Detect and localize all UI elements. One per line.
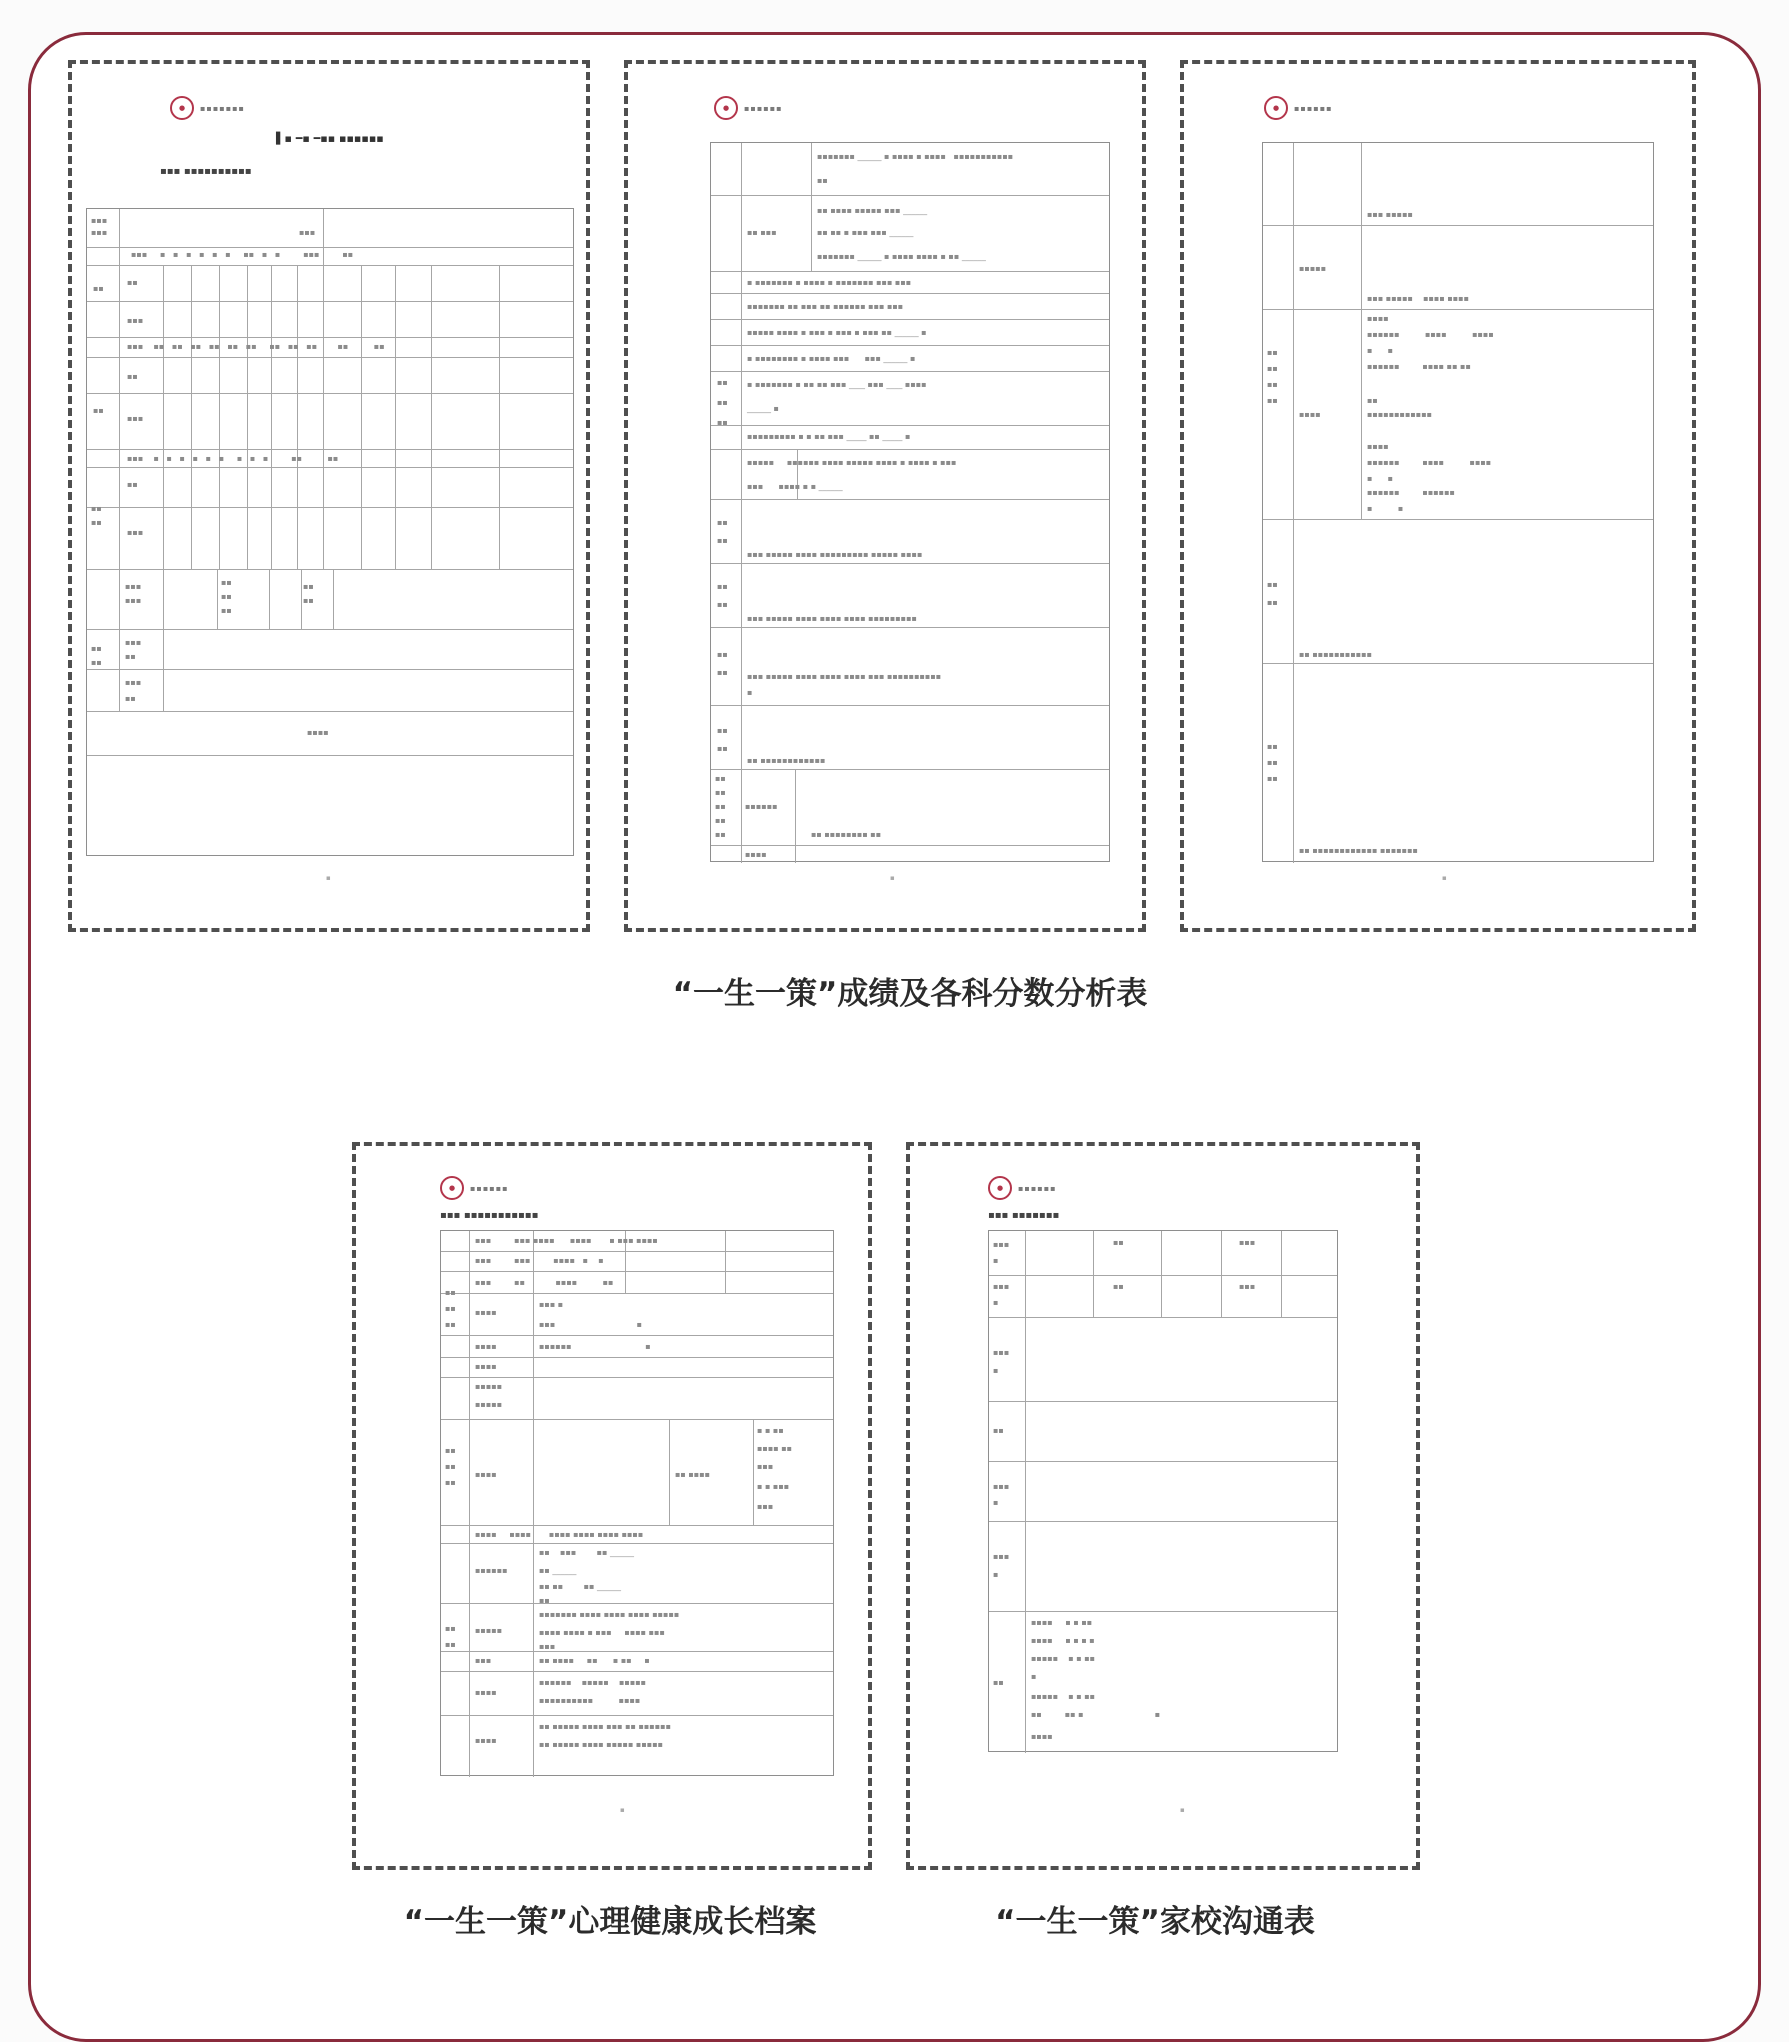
guidance-table: ▪▪▪ ▪▪▪▪▪ ▪▪▪▪▪ ▪▪▪ ▪▪▪▪▪ ▪▪▪▪ ▪▪▪▪ ▪▪▪▪ ▪▪▪▪▪▪ ▪▪▪▪ ▪▪▪▪ ▪ ▪ ▪▪▪▪▪▪ ▪▪▪▪ ▪▪ ▪▪ ▪▪ ▪▪ ▪▪ ▪▪ ▪▪▪▪ ▪▪ ▪▪▪▪▪▪▪▪▪▪▪▪ ▪▪▪▪ ▪▪▪▪▪▪ ▪▪▪▪ ▪▪▪▪ ▪ ▪ ▪▪▪▪▪▪ ▪▪▪▪▪▪ ▪ ▪ ▪▪ ▪▪ ▪▪ ▪▪▪▪▪▪▪▪▪▪▪ ▪▪ ▪▪ ▪▪ ▪▪ ▪▪▪▪▪▪▪▪▪▪▪▪ ▪▪▪▪▪▪▪ xyxy=(1262,142,1654,862)
school-seal-icon: ● xyxy=(440,1176,464,1200)
form-preview-home-school: ● ▪▪▪▪▪▪ ▪▪▪ ▪▪▪▪▪▪▪ ▪▪▪ ▪ ▪▪ ▪▪▪ ▪▪▪ ▪ ▪▪ ▪▪▪ ▪▪▪ ▪ ▪▪ ▪▪▪ ▪ ▪▪▪ ▪ ▪▪ ▪▪▪▪ ▪ ▪ ▪▪ ▪▪▪▪ ▪ ▪ ▪ ▪ ▪▪▪▪▪ ▪ ▪ ▪▪ ▪ ▪▪▪▪▪ ▪ ▪ ▪▪ ▪▪ ▪▪ ▪ ▪ ▪▪▪▪ ▪ xyxy=(906,1142,1420,1870)
school-seal-icon: ● xyxy=(170,96,194,120)
form-preview-score-sheet: ● ▪▪▪▪▪▪▪ ▌▪ ━▪ ━▪▪ ▪▪▪▪▪▪ ▪▪▪ ▪▪▪▪▪▪▪▪▪▪ ▪▪▪ ▪▪▪ ▪▪▪ ▪▪▪ ▪ ▪ ▪ ▪ ▪ ▪ ▪▪ ▪ ▪ ▪▪▪ ▪▪ ▪▪ ▪▪ ▪▪▪ ▪▪▪ ▪▪ ▪▪ ▪▪ ▪▪ ▪▪ ▪▪ ▪▪ ▪▪ ▪▪ ▪▪ ▪▪ ▪▪ ▪▪ ▪▪▪ ▪▪▪ ▪ ▪ ▪ ▪ ▪ ▪ ▪ ▪ ▪ ▪▪ ▪▪ ▪▪ ▪▪ ▪▪ ▪▪▪ ▪▪▪ ▪▪▪ ▪▪ ▪▪ ▪▪ ▪▪ ▪▪ ▪▪ ▪▪ ▪▪▪ ▪▪ ▪▪▪ ▪▪ ▪▪▪▪ ▪ xyxy=(68,60,590,932)
caption-scores-analysis: “一生一策”成绩及各科分数分析表 xyxy=(672,976,1148,1012)
mental-health-table: ▪▪▪ ▪▪▪ ▪▪▪▪ ▪▪▪▪ ▪ ▪▪▪ ▪▪▪▪ ▪▪▪ ▪▪▪ ▪▪▪▪ ▪ ▪ ▪▪▪ ▪▪ ▪▪▪▪ ▪▪ ▪▪ ▪▪ ▪▪ ▪▪▪▪ ▪▪▪ ▪ ▪▪▪ ▪ ▪▪▪▪ ▪▪▪▪▪▪ ▪ ▪▪▪▪ ▪▪▪▪▪ ▪▪▪▪▪ ▪▪ ▪▪ ▪▪ ▪▪▪▪ ▪▪ ▪▪▪▪ ▪ ▪ ▪▪ ▪▪▪▪ ▪▪ ▪▪▪ ▪ ▪ ▪▪▪ ▪▪▪ ▪▪▪▪ ▪▪▪▪ ▪▪▪▪ ▪▪▪▪ ▪▪▪▪ ▪▪▪▪ ▪▪▪▪▪▪ ▪▪ ▪▪▪ ▪▪ ______ ▪▪ ______ ▪▪ ▪▪ ▪▪ ______ ▪▪ ▪▪ ▪▪ ▪▪▪▪▪ ▪▪▪▪▪▪▪ ▪▪▪▪ ▪▪▪▪ ▪▪▪▪ ▪▪▪▪▪ ▪▪▪▪ ▪▪▪▪ ▪ ▪▪▪ ▪▪▪▪ ▪▪▪ ▪▪▪ ▪▪▪ ▪▪ ▪▪▪▪ ▪▪ ▪ ▪▪ ▪ ▪▪▪▪ ▪▪▪▪▪▪ ▪▪▪▪▪ ▪▪▪▪▪ ▪▪▪▪▪▪▪▪▪▪ ▪▪▪▪ ▪▪▪▪ ▪▪ ▪▪▪▪▪ ▪▪▪▪ ▪▪▪ ▪▪ ▪▪▪▪▪▪ ▪▪ ▪▪▪▪▪ ▪▪▪▪ ▪▪▪▪▪ ▪▪▪▪▪ xyxy=(440,1230,834,1776)
analysis-table: ▪▪▪▪▪▪▪ ______ ▪ ▪▪▪▪ ▪ ▪▪▪▪ ▪▪▪▪▪▪▪▪▪▪▪ ▪▪ ▪▪ ▪▪▪▪ ▪▪▪▪▪ ▪▪▪ ______ ▪▪ ▪▪▪ ▪▪ ▪▪ ▪ ▪▪▪ ▪▪▪ ______ ▪▪▪▪▪▪▪ ______ ▪ ▪▪▪▪ ▪▪▪▪ ▪ ▪▪ ______ ▪ ▪▪▪▪▪▪▪ ▪ ▪▪▪▪ ▪ ▪▪▪▪▪▪▪ ▪▪▪ ▪▪▪ ▪▪▪▪▪▪▪ ▪▪ ▪▪▪ ▪▪ ▪▪▪▪▪▪ ▪▪▪ ▪▪▪ ▪▪▪▪▪ ▪▪▪▪ ▪ ▪▪▪ ▪ ▪▪▪ ▪ ▪▪▪ ▪▪ ______ ▪ ▪ ▪▪▪▪▪▪▪▪ ▪ ▪▪▪▪ ▪▪▪ ▪▪▪ ______ ▪ ▪▪ ▪▪ ▪▪ ▪ ▪▪▪▪▪▪▪ ▪ ▪▪ ▪▪ ▪▪▪ ____ ▪▪▪ ____ ▪▪▪▪ ______ ▪ ▪▪▪▪▪▪▪▪▪ ▪ ▪ ▪▪ ▪▪▪ _____ ▪▪ _____ ▪ ▪▪▪▪▪ ▪▪▪▪▪▪ ▪▪▪▪ ▪▪▪▪▪ ▪▪▪▪ ▪ ▪▪▪▪ ▪ ▪▪▪ ▪▪▪ ▪▪▪▪ ▪ ▪ ______ ▪▪ ▪▪ ▪▪▪ ▪▪▪▪▪ ▪▪▪▪ ▪▪▪▪▪▪▪▪▪ ▪▪▪▪▪ ▪▪▪▪ ▪▪ ▪▪ ▪▪▪ ▪▪▪▪▪ ▪▪▪▪ ▪▪▪▪ ▪▪▪▪ ▪▪▪▪▪▪▪▪▪ ▪▪ ▪▪ ▪▪▪ ▪▪▪▪▪ ▪▪▪▪ ▪▪▪▪ ▪▪▪▪ ▪▪▪ ▪▪▪▪▪▪▪▪▪▪ ▪ ▪▪ ▪▪ ▪▪ ▪▪▪▪▪▪▪▪▪▪▪▪ ▪▪ ▪▪ ▪▪ ▪▪ ▪▪ ▪▪▪▪▪▪ ▪▪ ▪▪▪▪▪▪▪▪ ▪▪ ▪▪▪▪ xyxy=(710,142,1110,862)
school-seal-icon: ● xyxy=(988,1176,1012,1200)
caption-mental-health: “一生一策”心理健康成长档案 xyxy=(403,1904,817,1940)
form-preview-guidance-record: ● ▪▪▪▪▪▪ ▪▪▪ ▪▪▪▪▪ ▪▪▪▪▪ ▪▪▪ ▪▪▪▪▪ ▪▪▪▪ ▪▪▪▪ ▪▪▪▪ ▪▪▪▪▪▪ ▪▪▪▪ ▪▪▪▪ ▪ ▪ ▪▪▪▪▪▪ ▪▪▪▪ ▪▪ ▪▪ ▪▪ ▪▪ ▪▪ ▪▪ ▪▪▪▪ ▪▪ ▪▪▪▪▪▪▪▪▪▪▪▪ ▪▪▪▪ ▪▪▪▪▪▪ ▪▪▪▪ ▪▪▪▪ ▪ ▪ ▪▪▪▪▪▪ ▪▪▪▪▪▪ ▪ ▪ ▪▪ ▪▪ ▪▪ ▪▪▪▪▪▪▪▪▪▪▪ ▪▪ ▪▪ ▪▪ ▪▪ ▪▪▪▪▪▪▪▪▪▪▪▪ ▪▪▪▪▪▪▪ ▪ xyxy=(1180,60,1696,932)
school-seal-icon: ● xyxy=(714,96,738,120)
form-preview-subject-analysis: ● ▪▪▪▪▪▪ ▪▪▪▪▪▪▪ ______ ▪ ▪▪▪▪ ▪ ▪▪▪▪ ▪▪▪▪▪▪▪▪▪▪▪ ▪▪ ▪▪ ▪▪▪▪ ▪▪▪▪▪ ▪▪▪ ______ ▪▪ ▪▪▪ ▪▪ ▪▪ ▪ ▪▪▪ ▪▪▪ ______ ▪▪▪▪▪▪▪ ______ ▪ ▪▪▪▪ ▪▪▪▪ ▪ ▪▪ ______ ▪ ▪▪▪▪▪▪▪ ▪ ▪▪▪▪ ▪ ▪▪▪▪▪▪▪ ▪▪▪ ▪▪▪ ▪▪▪▪▪▪▪ ▪▪ ▪▪▪ ▪▪ ▪▪▪▪▪▪ ▪▪▪ ▪▪▪ ▪▪▪▪▪ ▪▪▪▪ ▪ ▪▪▪ ▪ ▪▪▪ ▪ ▪▪▪ ▪▪ ______ ▪ ▪ ▪▪▪▪▪▪▪▪ ▪ ▪▪▪▪ ▪▪▪ ▪▪▪ ______ ▪ ▪▪ ▪▪ ▪▪ ▪ ▪▪▪▪▪▪▪ ▪ ▪▪ ▪▪ ▪▪▪ ____ ▪▪▪ ____ ▪▪▪▪ ______ ▪ ▪▪▪▪▪▪▪▪▪ ▪ ▪ ▪▪ ▪▪▪ _____ ▪▪ _____ ▪ ▪▪▪▪▪ ▪▪▪▪▪▪ ▪▪▪▪ ▪▪▪▪▪ ▪▪▪▪ ▪ ▪▪▪▪ ▪ ▪▪▪ ▪▪▪ ▪▪▪▪ ▪ ▪ ______ ▪▪ ▪▪ ▪▪▪ ▪▪▪▪▪ ▪▪▪▪ ▪▪▪▪▪▪▪▪▪ ▪▪▪▪▪ ▪▪▪▪ ▪▪ ▪▪ ▪▪▪ ▪▪▪▪▪ ▪▪▪▪ ▪▪▪▪ ▪▪▪▪ ▪▪▪▪▪▪▪▪▪ ▪▪ ▪▪ ▪▪▪ ▪▪▪▪▪ ▪▪▪▪ ▪▪▪▪ ▪▪▪▪ ▪▪▪ ▪▪▪▪▪▪▪▪▪▪ ▪ ▪▪ ▪▪ ▪▪ ▪▪▪▪▪▪▪▪▪▪▪▪ ▪▪ ▪▪ ▪▪ ▪▪ ▪▪ ▪▪▪▪▪▪ ▪▪ ▪▪▪▪▪▪▪▪ ▪▪ ▪▪▪▪ ▪ xyxy=(624,60,1146,932)
caption-home-school: “一生一策”家校沟通表 xyxy=(995,1904,1315,1940)
school-seal-icon: ● xyxy=(1264,96,1288,120)
home-school-table: ▪▪▪ ▪ ▪▪ ▪▪▪ ▪▪▪ ▪ ▪▪ ▪▪▪ ▪▪▪ ▪ ▪▪ ▪▪▪ ▪ ▪▪▪ ▪ ▪▪ ▪▪▪▪ ▪ ▪ ▪▪ ▪▪▪▪ ▪ ▪ ▪ ▪ ▪▪▪▪▪ ▪ ▪ ▪▪ ▪ ▪▪▪▪▪ ▪ ▪ ▪▪ ▪▪ ▪▪ ▪ ▪ ▪▪▪▪ xyxy=(988,1230,1338,1752)
score-table: ▪▪▪ ▪▪▪ ▪▪▪ ▪▪▪ ▪ ▪ ▪ ▪ ▪ ▪ ▪▪ ▪ ▪ ▪▪▪ ▪▪ ▪▪ ▪▪ ▪▪▪ ▪▪▪ ▪▪ ▪▪ ▪▪ ▪▪ ▪▪ ▪▪ ▪▪ ▪▪ ▪▪ ▪▪ ▪▪ ▪▪ ▪▪ ▪▪▪ ▪▪▪ ▪ ▪ ▪ ▪ ▪ ▪ ▪ ▪ ▪ ▪▪ ▪▪ ▪▪ ▪▪ ▪▪ ▪▪▪ ▪▪▪ ▪▪▪ ▪▪ ▪▪ ▪▪ ▪▪ ▪▪ ▪▪ ▪▪ ▪▪▪ ▪▪ ▪▪▪ ▪▪ ▪▪▪▪ xyxy=(86,208,574,856)
form-preview-mental-health: ● ▪▪▪▪▪▪ ▪▪▪ ▪▪▪▪▪▪▪▪▪▪▪ ▪▪▪ ▪▪▪ ▪▪▪▪ ▪▪▪▪ ▪ ▪▪▪ ▪▪▪▪ ▪▪▪ ▪▪▪ ▪▪▪▪ ▪ ▪ ▪▪▪ ▪▪ ▪▪▪▪ ▪▪ ▪▪ ▪▪ ▪▪ ▪▪▪▪ ▪▪▪ ▪ ▪▪▪ ▪ ▪▪▪▪ ▪▪▪▪▪▪ ▪ ▪▪▪▪ ▪▪▪▪▪ ▪▪▪▪▪ ▪▪ ▪▪ ▪▪ ▪▪▪▪ ▪▪ ▪▪▪▪ ▪ ▪ ▪▪ ▪▪▪▪ ▪▪ ▪▪▪ ▪ ▪ ▪▪▪ ▪▪▪ ▪▪▪▪ ▪▪▪▪ ▪▪▪▪ ▪▪▪▪ ▪▪▪▪ ▪▪▪▪ ▪▪▪▪▪▪ ▪▪ ▪▪▪ ▪▪ ______ ▪▪ ______ ▪▪ ▪▪ ▪▪ ______ ▪▪ ▪▪ ▪▪ ▪▪▪▪▪ ▪▪▪▪▪▪▪ ▪▪▪▪ ▪▪▪▪ ▪▪▪▪ ▪▪▪▪▪ ▪▪▪▪ ▪▪▪▪ ▪ ▪▪▪ ▪▪▪▪ ▪▪▪ ▪▪▪ ▪▪▪ ▪▪ ▪▪▪▪ ▪▪ ▪ ▪▪ ▪ ▪▪▪▪ ▪▪▪▪▪▪ ▪▪▪▪▪ ▪▪▪▪▪ ▪▪▪▪▪▪▪▪▪▪ ▪▪▪▪ ▪▪▪▪ ▪▪ ▪▪▪▪▪ ▪▪▪▪ ▪▪▪ ▪▪ ▪▪▪▪▪▪ ▪▪ ▪▪▪▪▪ ▪▪▪▪ ▪▪▪▪▪ ▪▪▪▪▪ ▪ xyxy=(352,1142,872,1870)
